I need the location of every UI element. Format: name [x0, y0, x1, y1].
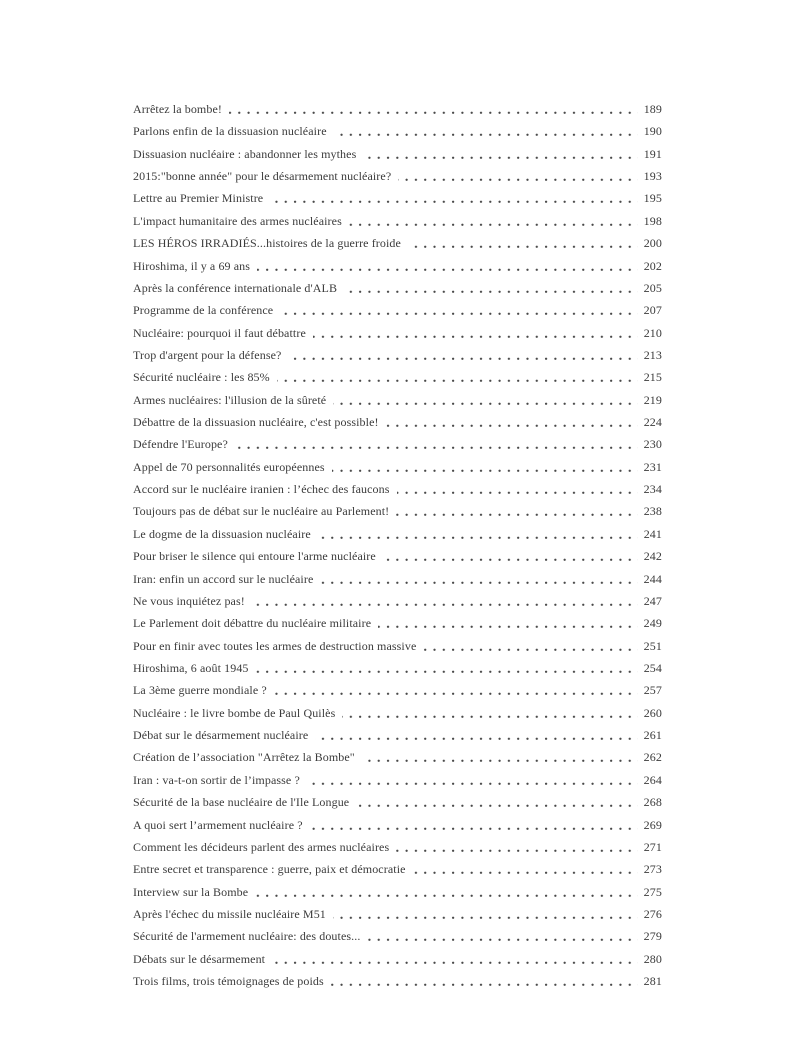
toc-entry [133, 366, 662, 388]
toc-entry-page-number: 210 [638, 322, 662, 344]
toc-entry [133, 232, 662, 254]
toc-entry-title: Défendre l'Europe? [133, 433, 235, 455]
toc-entry-title: Débat sur le désarmement nucléaire [133, 724, 315, 746]
toc-entry [133, 120, 662, 142]
toc-entry [133, 545, 662, 567]
toc-entry-page-number: 268 [638, 791, 662, 813]
toc-entry [133, 858, 662, 880]
toc-entry-page-number: 231 [638, 456, 662, 478]
toc-entry-title: Programme de la conférence [133, 299, 280, 321]
toc-entry-page-number: 193 [638, 165, 662, 187]
toc-entry-page-number: 241 [638, 523, 662, 545]
toc-entry-page-number: 261 [638, 724, 662, 746]
toc-entry-page-number: 271 [638, 836, 662, 858]
toc-entry [133, 210, 662, 232]
toc-entry [133, 590, 662, 612]
toc-entry-title: Appel de 70 personnalités européennes [133, 456, 332, 478]
toc-entry [133, 344, 662, 366]
toc-entry [133, 612, 662, 634]
toc-entry [133, 478, 662, 500]
table-of-contents [133, 98, 662, 992]
toc-entry-page-number: 189 [638, 98, 662, 120]
toc-entry-title: Ne vous inquiétez pas! [133, 590, 252, 612]
toc-entry [133, 791, 662, 813]
toc-entry-title: L'impact humanitaire des armes nucléaires [133, 210, 349, 232]
toc-entry [133, 679, 662, 701]
toc-entry-title: Le Parlement doit débattre du nucléaire militaire [133, 612, 378, 634]
toc-entry [133, 970, 662, 992]
toc-entry-page-number: 213 [638, 344, 662, 366]
toc-entry-title: Interview sur la Bombe [133, 881, 255, 903]
toc-entry-page-number: 279 [638, 925, 662, 947]
toc-entry-page-number: 280 [638, 948, 662, 970]
toc-entry [133, 724, 662, 746]
toc-entry-title: Trop d'argent pour la défense? [133, 344, 288, 366]
toc-entry-title: 2015:"bonne année" pour le désarmement nucléaire? [133, 165, 398, 187]
toc-entry [133, 187, 662, 209]
toc-entry [133, 255, 662, 277]
toc-entry-title: Hiroshima, il y a 69 ans [133, 255, 257, 277]
toc-entry-page-number: 215 [638, 366, 662, 388]
toc-entry-title: Parlons enfin de la dissuasion nucléaire [133, 120, 334, 142]
toc-entry-page-number: 249 [638, 612, 662, 634]
toc-entry-title: Armes nucléaires: l'illusion de la sûreté [133, 389, 333, 411]
toc-entry-page-number: 254 [638, 657, 662, 679]
toc-entry-title: Après l'échec du missile nucléaire M51 [133, 903, 333, 925]
toc-entry [133, 98, 662, 120]
toc-entry-title: Lettre au Premier Ministre [133, 187, 270, 209]
toc-entry-page-number: 260 [638, 702, 662, 724]
toc-entry-page-number: 244 [638, 568, 662, 590]
toc-entry [133, 523, 662, 545]
toc-entry-page-number: 275 [638, 881, 662, 903]
toc-entry-page-number: 276 [638, 903, 662, 925]
toc-entry [133, 500, 662, 522]
toc-entry [133, 925, 662, 947]
toc-entry-page-number: 281 [638, 970, 662, 992]
toc-entry-title: A quoi sert l’armement nucléaire ? [133, 814, 310, 836]
toc-entry-title: LES HÉROS IRRADIÉS...histoires de la guerre froide [133, 232, 408, 254]
toc-entry-page-number: 234 [638, 478, 662, 500]
toc-entry [133, 836, 662, 858]
toc-entry-page-number: 242 [638, 545, 662, 567]
toc-entry-title: Sécurité nucléaire : les 85% [133, 366, 277, 388]
toc-entry-page-number: 264 [638, 769, 662, 791]
toc-entry-page-number: 191 [638, 143, 662, 165]
toc-entry [133, 702, 662, 724]
toc-entry [133, 299, 662, 321]
toc-entry-page-number: 230 [638, 433, 662, 455]
toc-entry [133, 389, 662, 411]
toc-entry-title: Hiroshima, 6 août 1945 [133, 657, 256, 679]
toc-entry-title: Dissuasion nucléaire : abandonner les mythes [133, 143, 363, 165]
toc-entry-title: Iran : va-t-on sortir de l’impasse ? [133, 769, 307, 791]
toc-entry-title: Sécurité de la base nucléaire de l'Ile Longue [133, 791, 356, 813]
toc-entry [133, 143, 662, 165]
toc-entry [133, 814, 662, 836]
toc-entry-page-number: 269 [638, 814, 662, 836]
toc-entry-page-number: 219 [638, 389, 662, 411]
toc-entry-page-number: 273 [638, 858, 662, 880]
toc-entry-page-number: 257 [638, 679, 662, 701]
toc-entry [133, 769, 662, 791]
toc-entry-title: Après la conférence internationale d'ALB [133, 277, 344, 299]
toc-entry-title: Nucléaire: pourquoi il faut débattre [133, 322, 313, 344]
toc-entry-title: Création de l’association "Arrêtez la Bombe" [133, 746, 362, 768]
toc-entry-title: Trois films, trois témoignages de poids [133, 970, 331, 992]
toc-entry [133, 746, 662, 768]
toc-entry-title: Entre secret et transparence : guerre, paix et démocratie [133, 858, 413, 880]
toc-entry-title: Nucléaire : le livre bombe de Paul Quilès [133, 702, 342, 724]
toc-entry-page-number: 207 [638, 299, 662, 321]
toc-entry-title: Le dogme de la dissuasion nucléaire [133, 523, 318, 545]
toc-entry-title: Toujours pas de débat sur le nucléaire au Parlement! [133, 500, 396, 522]
toc-entry [133, 903, 662, 925]
toc-entry-page-number: 251 [638, 635, 662, 657]
toc-entry-page-number: 200 [638, 232, 662, 254]
toc-entry-page-number: 224 [638, 411, 662, 433]
toc-entry [133, 657, 662, 679]
toc-entry-title: Débats sur le désarmement [133, 948, 272, 970]
toc-entry-page-number: 205 [638, 277, 662, 299]
toc-entry [133, 948, 662, 970]
toc-entry [133, 881, 662, 903]
toc-entry-page-number: 202 [638, 255, 662, 277]
toc-entry-title: Arrêtez la bombe! [133, 98, 229, 120]
toc-entry [133, 165, 662, 187]
toc-entry-page-number: 262 [638, 746, 662, 768]
toc-entry-page-number: 238 [638, 500, 662, 522]
toc-entry [133, 568, 662, 590]
toc-entry [133, 277, 662, 299]
toc-entry [133, 635, 662, 657]
toc-entry-title: Pour en finir avec toutes les armes de destruction massive [133, 635, 423, 657]
toc-entry-title: Pour briser le silence qui entoure l'arme nucléaire [133, 545, 383, 567]
toc-entry [133, 456, 662, 478]
toc-entry-title: Accord sur le nucléaire iranien : l’échec des faucons [133, 478, 397, 500]
toc-entry-page-number: 190 [638, 120, 662, 142]
toc-entry [133, 411, 662, 433]
toc-entry [133, 322, 662, 344]
toc-entry [133, 433, 662, 455]
toc-entry-page-number: 198 [638, 210, 662, 232]
toc-entry-title: La 3ème guerre mondiale ? [133, 679, 274, 701]
toc-entry-title: Iran: enfin un accord sur le nucléaire [133, 568, 320, 590]
toc-entry-title: Comment les décideurs parlent des armes nucléaires [133, 836, 396, 858]
toc-entry-page-number: 195 [638, 187, 662, 209]
toc-entry-page-number: 247 [638, 590, 662, 612]
toc-entry-title: Sécurité de l'armement nucléaire: des doutes... [133, 925, 367, 947]
toc-entry-title: Débattre de la dissuasion nucléaire, c'est possible! [133, 411, 386, 433]
